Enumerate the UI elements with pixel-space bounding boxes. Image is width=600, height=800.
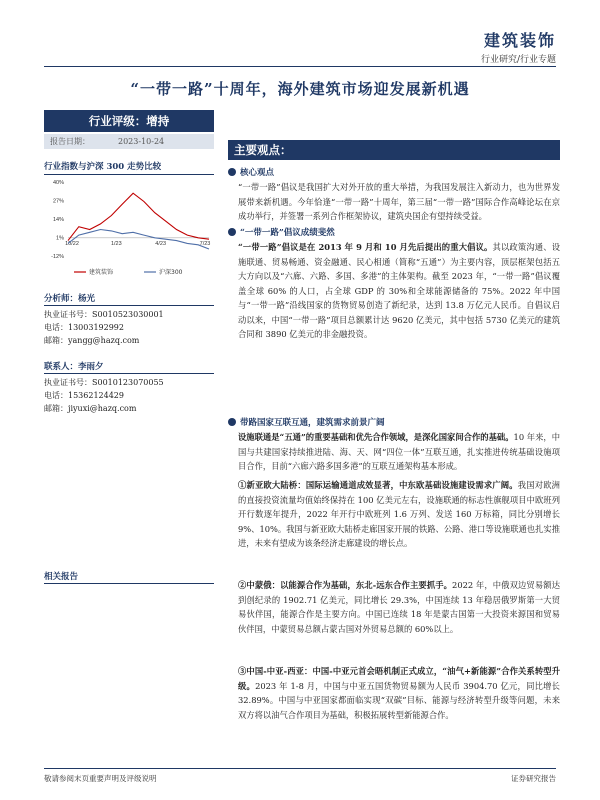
achievements-lead: “一带一路”倡议是在 2013 年 9 月和 10 月先后提出的重大倡议。: [238, 242, 493, 252]
series-line-csi300: [68, 230, 209, 250]
corridor-cmr-lead: ②中蒙俄：以能源合作为基础，东北-远东合作主要抓手。: [238, 580, 453, 590]
industry-category: 建筑装饰: [483, 31, 556, 50]
analyst-label: 分析师：杨光: [44, 294, 96, 304]
section-head-achievements: “一带一路”倡议成绩斐然: [228, 226, 335, 238]
industry-rating: 行业评级：增持: [44, 110, 214, 132]
report-date-value: 2023-10-24: [118, 137, 165, 146]
corridor-new-eurasia-lead: ①新亚欧大陆桥：国际运输通道成效显著，中东欧基础设施建设需求广阔。: [238, 480, 518, 490]
x-tick-label: 7/23: [199, 240, 211, 247]
disclaimer-note: 敬请参阅末页重要声明及评级说明: [44, 774, 157, 783]
y-tick-label: 14%: [52, 217, 64, 223]
corridor-central-west-asia: ③中国-中亚-西亚：中国-中亚元首会晤机制正式成立，“油气+新能源”合作关系转型升级。2023 年 1-8 月，中国与中亚五国货物贸易额为人民币 3904.70 亿元，同比增长 32.89%。中国与中亚国家都面临实现“双碳”目标、能源与经济转型升级等问题，未来双方将以油气合作项目为基础，积极拓展转型新能源合作。: [238, 666, 560, 720]
x-tick-label: 10/22: [65, 240, 79, 247]
section-head-connectivity: 带路国家互联互通，建筑需求前景广阔: [228, 416, 385, 428]
contact-divider: [44, 373, 214, 374]
contact-info: [44, 376, 219, 415]
main-points-heading: 主要观点：: [228, 140, 560, 160]
analyst-cert: 执业证书号：S0010523030001: [44, 310, 164, 319]
x-tick-label: 4/23: [155, 240, 167, 247]
x-tick-label: 1/23: [110, 240, 122, 247]
report-type: 行业研究/行业专题: [480, 55, 556, 65]
contact-email[interactable]: 邮箱：jiyuxi@hazq.com: [44, 404, 137, 413]
y-tick-label: 27%: [52, 198, 64, 205]
analyst-email[interactable]: 邮箱：yangg@hazq.com: [44, 336, 140, 345]
related-divider: [44, 583, 214, 584]
legend-label: 沪深300: [159, 269, 183, 276]
bullet-icon: [228, 418, 236, 426]
related-reports-label: 相关报告: [44, 572, 79, 582]
corridor-new-eurasia: ①新亚欧大陆桥：国际运输通道成效显著，中东欧基础设施建设需求广阔。我国对欧洲的直接投资流量均值始终保持在 100 亿美元左右，设施联通的标志性旗舰项目中欧班列开行数逐年提升，2022 年开行中欧班列 1.6 万列、发送 160 万标箱，同比分别增长 9%、10%。我国与新亚欧大陆桥走廊国家开展的铁路、公路、港口等设施联通也扎实推进，未来有望成为该条经济走廊建设的增长点。: [238, 480, 560, 548]
header-divider: [44, 66, 556, 67]
contact-label: 联系人：李雨夕: [44, 362, 104, 372]
legend-label: 建筑装饰: [89, 269, 114, 276]
chart-title-divider: [44, 174, 214, 175]
analyst-phone: 电话：13003192992: [44, 323, 124, 332]
report-date-label: 报告日期：: [50, 137, 90, 146]
y-tick-label: 1%: [56, 235, 64, 242]
connectivity-paragraph: 设施联通是“五通”的重要基础和优先合作领域，是深化国家间合作的基础。10 年来，中国与共建国家持续推进陆、海、天、网“四位一体”互联互通，扎实推进传统基础设施项目合作，目前“六廊六路多国多港”的互联互通架构基本形成。: [238, 432, 560, 471]
bullet-icon: [228, 168, 236, 176]
y-tick-label: -12%: [51, 254, 64, 260]
core-view-paragraph: “一带一路”倡议是我国扩大对外开放的重大举措，为我国发展注入新动力，也为世界发展带来新机遇。今年恰逢“一带一路”十周年，第三届“一带一路”国际合作高峰论坛在京成功举行，并签署一系列合作框架协议，建筑央国企有望持续受益。: [238, 182, 560, 221]
bullet-icon: [228, 228, 236, 236]
section-head-core: 核心观点: [228, 166, 274, 178]
y-tick-label: 40%: [52, 180, 64, 186]
footer-divider: [44, 768, 556, 769]
achievements-paragraph: “一带一路”倡议是在 2013 年 9 月和 10 月先后提出的重大倡议。其以政策沟通、设施联通、贸易畅通、资金融通、民心相通（简称“五通”）为主要内容，顶层框架包括五大方向以及“六廊、六路、多国、多港”的主体架构。截至 2023 年，“一带一路”倡议覆盖全球 60% 的人口，占全球 GDP 的 30%和全球能源储备的 75%。2022 年中国与“一带一路”沿线国家的货物贸易创造了新纪录，达到 13.8 万亿元人民币。自倡议启动以来，中国“一带一路”项目总额累计达 9620 亿美元，其中包括 5730 亿美元的建筑合同和 3890 亿美元的非金融投资。: [238, 242, 560, 339]
contact-cert: 执业证书号：S0010123070055: [44, 378, 164, 387]
analyst-info: [44, 308, 219, 347]
analyst-divider: [44, 305, 214, 306]
report-date-bar: [44, 134, 214, 149]
chart-title: 行业指数与沪深 300 走势比较: [44, 162, 162, 172]
report-title: “一带一路”十周年，海外建筑市场迎发展新机遇: [130, 80, 470, 98]
contact-phone: 电话：15362124429: [44, 391, 124, 400]
connectivity-lead: 设施联通是“五通”的重要基础和优先合作领域，是深化国家间合作的基础。: [238, 432, 514, 442]
corridor-cwa-lead: ③中国-中亚-西亚：中国-中亚元首会晤机制正式成立，“油气+新能源”合作关系转型升级。: [238, 666, 560, 691]
corridor-china-mongolia-russia: ②中蒙俄：以能源合作为基础，东北-远东合作主要抓手。2022 年，中俄双边贸易额达到创纪录的 1902.71 亿美元，同比增长 29.3%，中国连续 13 年稳居俄罗斯第一大贸易伙伴国，能源合作是主要方向。中国已连续 18 年是蒙古国第一大投资来源国和贸易伙伴国，中蒙贸易总额占蒙古国对外贸易总额的 60%以上。: [238, 580, 560, 634]
report-label: 证券研究报告: [511, 774, 556, 783]
index-comparison-chart: [44, 176, 214, 286]
